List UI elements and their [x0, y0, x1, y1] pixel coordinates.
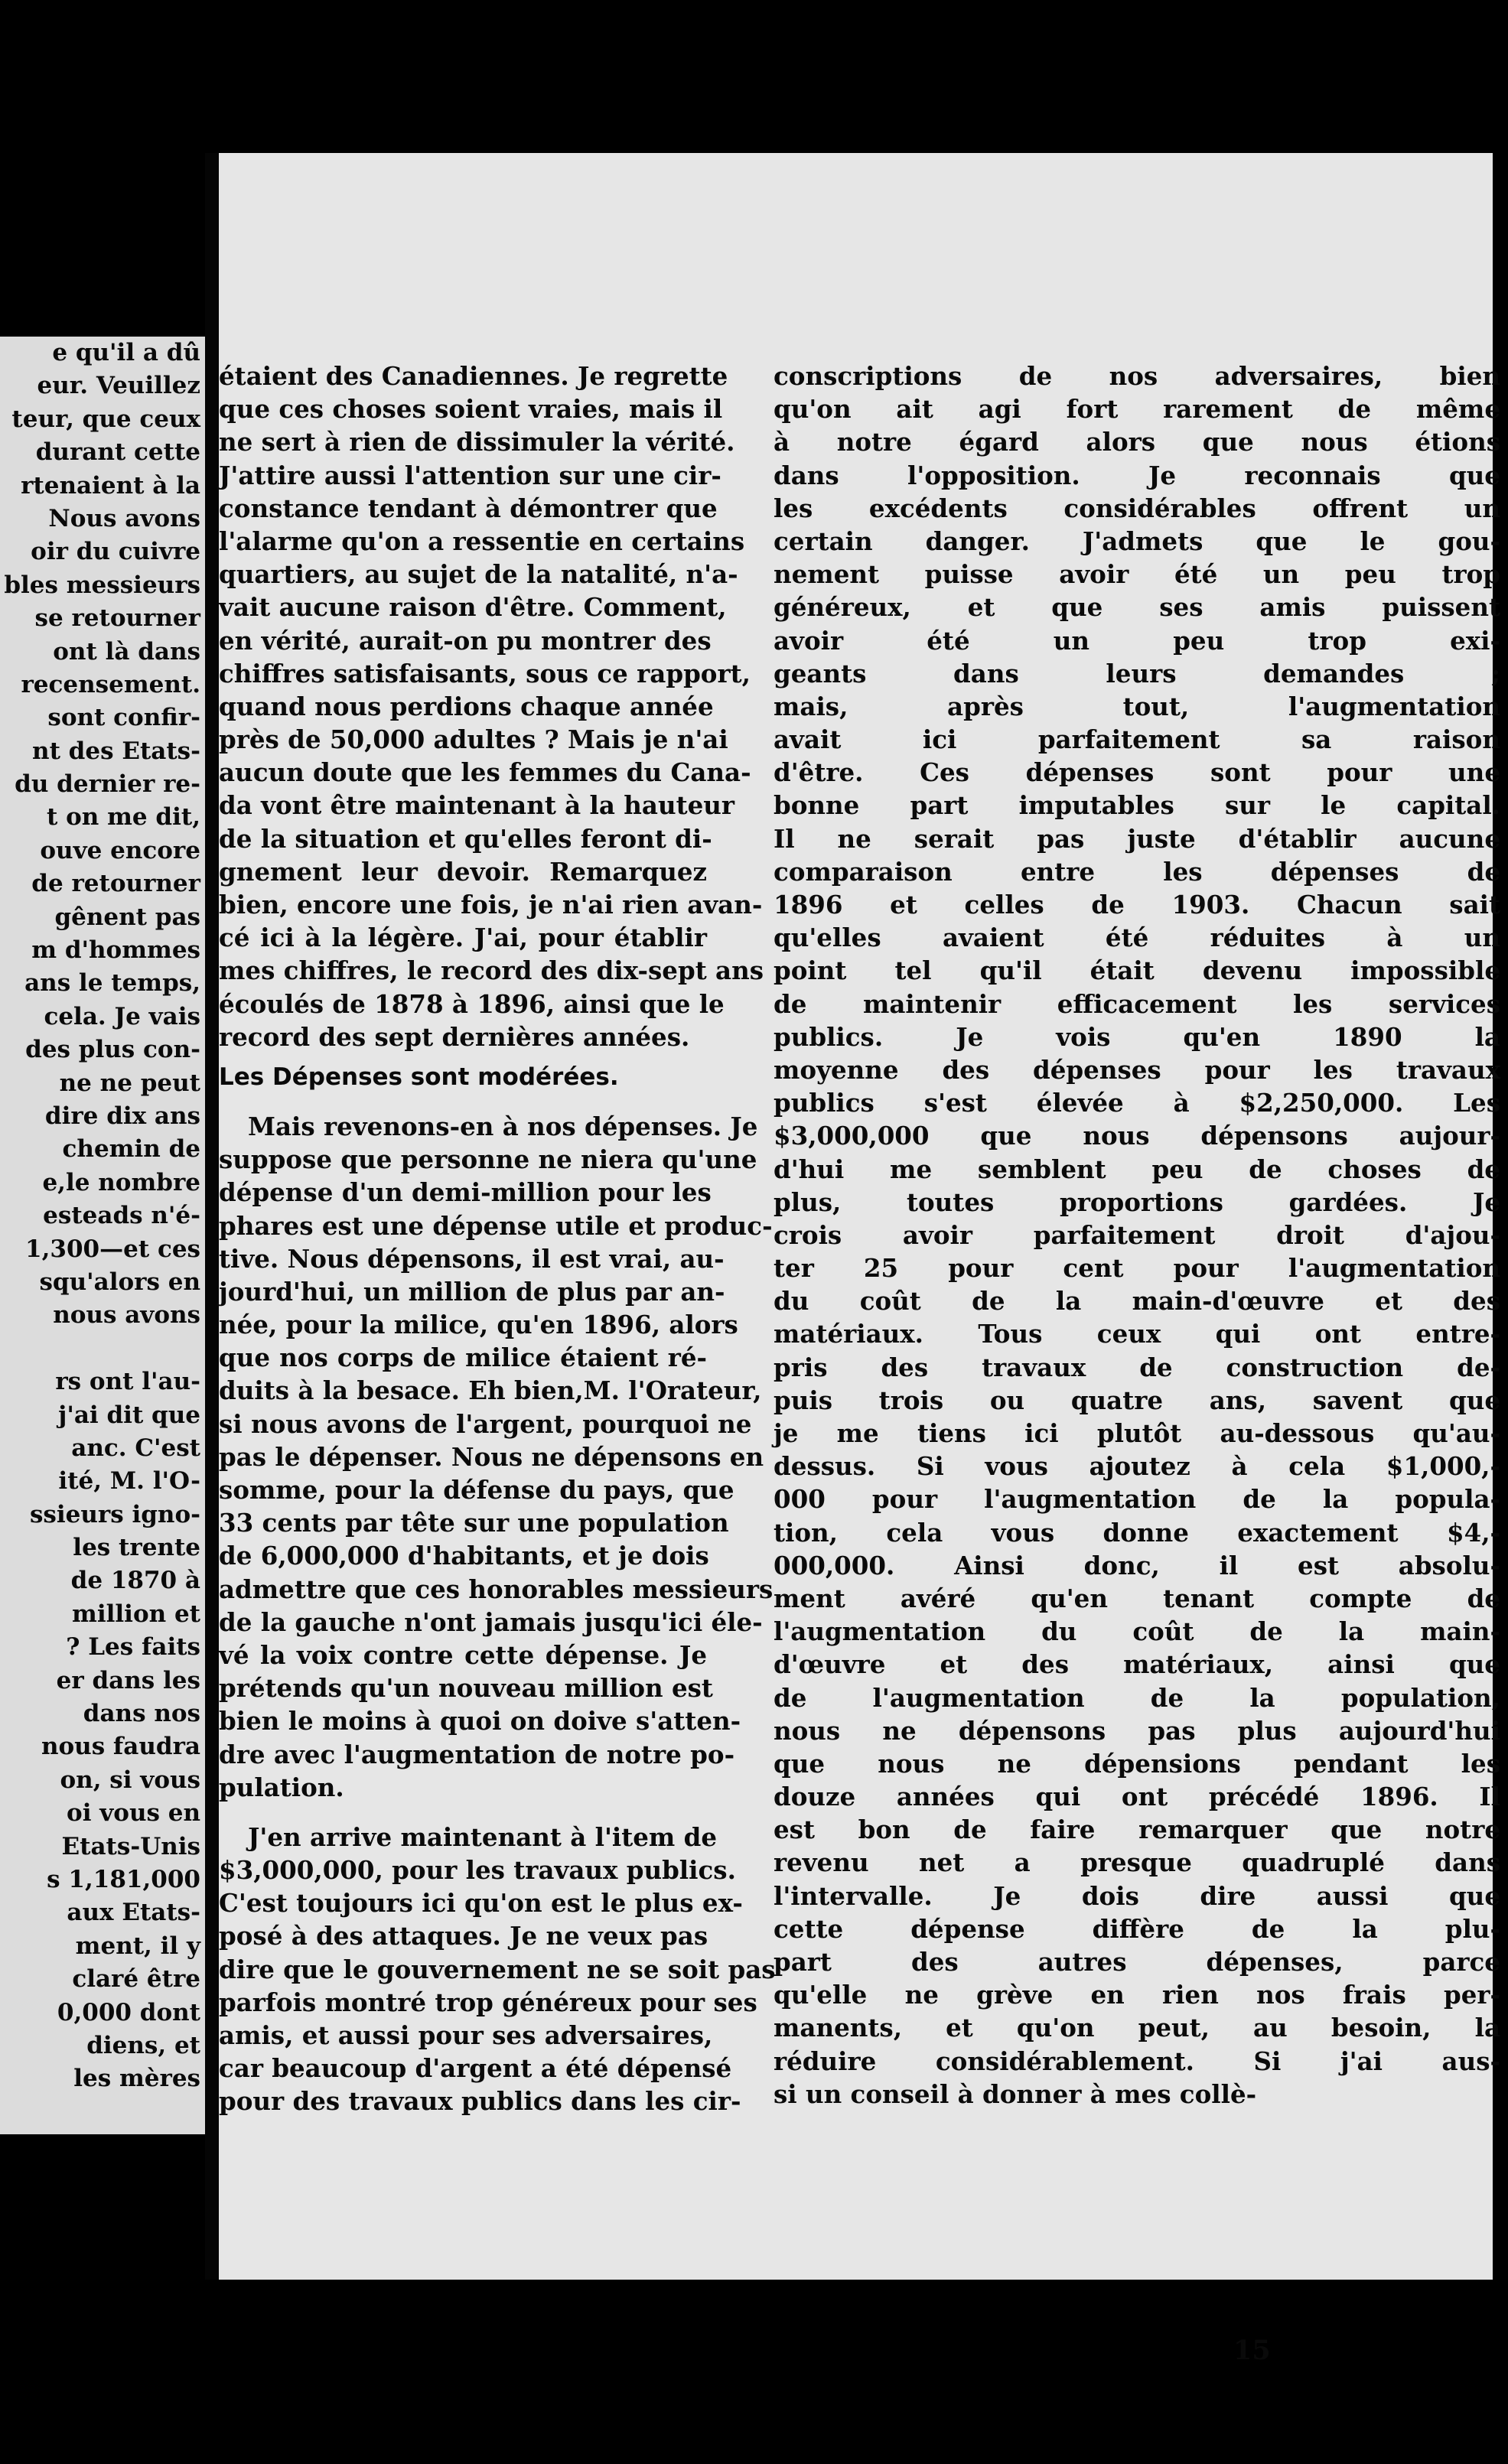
prev-page-line: ans le temps,: [24, 969, 200, 998]
text-line: ne sert à rien de dissimuler la vérité.: [219, 427, 735, 457]
prev-page-line: ? Les faits: [66, 1633, 200, 1662]
prev-page-line: gênent pas: [54, 903, 200, 931]
text-line: Il ne serait pas juste d'établir aucune: [774, 823, 1500, 854]
text-line: pour des travaux publics dans les cir-: [219, 2086, 741, 2117]
prev-page-line: million et: [72, 1600, 200, 1628]
text-line: plus, toutes proportions gardées. Je: [774, 1186, 1500, 1217]
text-line: 1896 et celles de 1903. Chacun sait: [774, 890, 1500, 920]
prev-page-line: e qu'il a dû: [52, 339, 200, 366]
prev-page-line: bles messieurs: [4, 571, 200, 599]
previous-page-fragment: [0, 337, 205, 2134]
text-line: que ces choses soient vraies, mais il: [219, 394, 723, 425]
right-column: [774, 360, 1500, 2111]
text-line: si un conseil à donner à mes collè-: [774, 2078, 1257, 2109]
text-line: généreux, et que ses amis puissent: [774, 592, 1500, 623]
text-line: de l'augmentation de la population,: [774, 1682, 1500, 1713]
text-line: de la gauche n'ont jamais jusqu'ici éle-: [219, 1606, 763, 1637]
prev-page-line: e,le nombre: [42, 1168, 200, 1196]
text-line: avait ici parfaitement sa raison: [774, 724, 1500, 755]
text-line: vait aucune raison d'être. Comment,: [219, 592, 727, 623]
text-line: je me tiens ici plutôt au-dessous qu'au-: [774, 1418, 1500, 1448]
text-line: écoulés de 1878 à 1896, ainsi que le: [219, 988, 725, 1019]
prev-page-line: oir du cuivre: [31, 538, 200, 566]
text-line: tive. Nous dépensons, il est vrai, au-: [219, 1243, 725, 1274]
text-line: publics. Je vois qu'en 1890 la: [774, 1021, 1500, 1052]
paragraph-depenses: [219, 1110, 774, 1804]
prev-page-line: ssieurs igno-: [29, 1500, 200, 1528]
prev-page-line: j'ai dit que: [58, 1401, 200, 1429]
text-line: constance tendant à démontrer que: [219, 493, 718, 523]
text-line: nous ne dépensons pas plus aujourd'hui: [774, 1715, 1500, 1746]
text-line: de 6,000,000 d'habitants, et je dois: [219, 1541, 709, 1571]
text-line: qu'elles avaient été réduites à un: [774, 923, 1500, 953]
prev-page-line: diens, et: [86, 2031, 200, 2059]
text-line: pris des travaux de construction de-: [774, 1352, 1500, 1382]
prev-page-line: teur, que ceux: [11, 405, 200, 433]
text-line: tion, cela vous donne exactement $4,-: [774, 1517, 1500, 1548]
text-line: de maintenir efficacement les services: [774, 988, 1500, 1019]
text-line: dans l'opposition. Je reconnais que: [774, 460, 1500, 490]
text-line: matériaux. Tous ceux qui ont entre-: [774, 1319, 1500, 1349]
text-line: ment avéré qu'en tenant compte de: [774, 1583, 1500, 1613]
prev-page-line: anc. C'est: [71, 1434, 200, 1462]
text-line: duits à la besace. Eh bien,M. l'Orateur,: [219, 1375, 762, 1406]
page-number: 15: [1233, 2335, 1271, 2366]
text-line: record des sept dernières années.: [219, 1021, 690, 1052]
prev-page-line: on, si vous: [60, 1766, 200, 1794]
text-line: près de 50,000 adultes ? Mais je n'ai: [219, 724, 728, 755]
text-line: amis, et aussi pour ses adversaires,: [219, 2020, 713, 2050]
prev-page-line: du dernier re-: [15, 770, 200, 799]
prev-page-line: s 1,181,000: [47, 1865, 200, 1893]
text-line: revenu net a presque quadruplé dans: [774, 1847, 1500, 1878]
prev-page-line: esteads n'é-: [43, 1202, 200, 1230]
prev-page-line: rtenaient à la: [21, 471, 200, 500]
prev-page-line: des plus con-: [25, 1036, 200, 1064]
text-line: certain danger. J'admets que le gou-: [774, 526, 1500, 556]
prev-page-line: 0,000 dont: [57, 1998, 200, 2026]
text-line: parfois montré trop généreux pour ses: [219, 1987, 757, 2017]
text-line: que nous ne dépensions pendant les: [774, 1748, 1500, 1779]
text-line: 33 cents par tête sur une population: [219, 1508, 729, 1538]
text-line: gnement leur devoir. Remarquez: [219, 856, 707, 887]
text-line: à notre égard alors que nous étions: [774, 427, 1500, 457]
text-line: qu'on ait agi fort rarement de même: [774, 394, 1500, 425]
text-line: part des autres dépenses, parce: [774, 1947, 1500, 1977]
text-line: 000,000. Ainsi donc, il est absolu-: [774, 1550, 1500, 1580]
text-line: J'attire aussi l'attention sur une cir-: [219, 460, 721, 490]
text-line: $3,000,000, pour les travaux publics.: [219, 1855, 736, 1886]
text-line: réduire considérablement. Si j'ai aus-: [774, 2046, 1500, 2076]
text-line: bien le moins à quoi on doive s'atten-: [219, 1706, 741, 1737]
text-line: née, pour la milice, qu'en 1896, alors: [219, 1310, 738, 1340]
text-line: si nous avons de l'argent, pourquoi ne: [219, 1408, 752, 1439]
text-line: mais, après tout, l'augmentation: [774, 691, 1500, 721]
text-line: d'œuvre et des matériaux, ainsi que: [774, 1649, 1500, 1680]
text-line: cé ici à la légère. J'ai, pour établir: [219, 923, 707, 953]
text-line: qu'elle ne grève en rien nos frais per-: [774, 1980, 1500, 2010]
text-line: posé à des attaques. Je ne veux pas: [219, 1921, 708, 1951]
prev-page-line: ont là dans: [53, 637, 200, 666]
prev-page-line: claré être: [72, 1965, 200, 1994]
text-line: cette dépense diffère de la plu-: [774, 1913, 1500, 1944]
text-line: dre avec l'augmentation de notre po-: [219, 1739, 735, 1769]
text-line: bonne part imputables sur le capital.: [774, 790, 1500, 821]
text-line: bien, encore une fois, je n'ai rien avan-: [219, 890, 763, 920]
text-line: J'en arrive maintenant à l'item de: [248, 1821, 718, 1852]
page: [219, 153, 1500, 2280]
text-line: puis trois ou quatre ans, savent que: [774, 1385, 1500, 1415]
text-line: étaient des Canadiennes. Je regrette: [219, 361, 728, 391]
text-line: chiffres satisfaisants, sous ce rapport,: [219, 658, 751, 688]
prev-page-line: [0, 1333, 200, 1365]
text-line: manents, et qu'on peut, au besoin, la: [774, 2013, 1500, 2043]
text-line: en vérité, aurait-on pu montrer des: [219, 625, 712, 656]
prev-page-line: aux Etats-: [67, 1899, 200, 1927]
prev-page-line: ouve encore: [40, 836, 200, 864]
text-line: 000 pour l'augmentation de la popula-: [774, 1484, 1500, 1515]
text-line: pulation.: [219, 1772, 344, 1802]
text-line: aucun doute que les femmes du Cana-: [219, 757, 751, 788]
prev-page-line: 1,300—et ces: [25, 1235, 200, 1263]
prev-page-line: eur. Veuillez: [37, 372, 200, 400]
text-line: pas le dépenser. Nous ne dépensons en: [219, 1441, 764, 1472]
prev-page-line: Nous avons: [48, 504, 200, 532]
previous-page-text: [0, 337, 200, 2096]
prev-page-line: ité, M. l'O-: [58, 1467, 200, 1496]
text-line: jourd'hui, un million de plus par an-: [219, 1276, 725, 1307]
text-line: nement puisse avoir été un peu trop: [774, 559, 1500, 590]
text-line: que nos corps de milice étaient ré-: [219, 1343, 707, 1373]
text-line: point tel qu'il était devenu impossible: [774, 955, 1500, 986]
text-line: C'est toujours ici qu'on est le plus ex-: [219, 1888, 743, 1919]
text-line: dire que le gouvernement ne se soit pas: [219, 1954, 776, 1984]
text-line: da vont être maintenant à la hauteur: [219, 790, 735, 821]
text-line: car beaucoup d'argent a été dépensé: [219, 2053, 732, 2084]
text-line: l'augmentation du coût de la main-: [774, 1616, 1500, 1647]
text-line: d'être. Ces dépenses sont pour une: [774, 757, 1500, 788]
text-line: dépense d'un demi-million pour les: [219, 1177, 712, 1208]
prev-page-line: ne ne peut: [59, 1069, 200, 1097]
prev-page-line: sont confir-: [47, 704, 200, 732]
text-line: Mais revenons-en à nos dépenses. Je: [248, 1111, 758, 1141]
prev-page-line: durant cette: [35, 438, 200, 467]
prev-page-line: oi vous en: [67, 1799, 200, 1828]
text-line: quand nous perdions chaque année: [219, 691, 714, 721]
text-line: les excédents considérables offrent un: [774, 493, 1500, 523]
prev-page-line: de retourner: [31, 870, 200, 898]
prev-page-line: nous faudra: [41, 1733, 200, 1761]
paragraph-travaux-publics: [219, 1821, 776, 2118]
text-line: douze années qui ont précédé 1896. Il: [774, 1782, 1500, 1812]
prev-page-line: nt des Etats-: [32, 737, 200, 765]
text-line: l'intervalle. Je dois dire aussi que: [774, 1880, 1500, 1911]
prev-page-line: de 1870 à: [70, 1567, 200, 1595]
text-line: moyenne des dépenses pour les travaux: [774, 1054, 1500, 1085]
text-line: de la situation et qu'elles feront di-: [219, 823, 712, 854]
text-line: somme, pour la défense du pays, que: [219, 1475, 734, 1505]
prev-page-line: chemin de: [62, 1135, 200, 1164]
prev-page-line: t on me dit,: [46, 803, 200, 832]
text-line: $3,000,000 que nous dépensons aujour-: [774, 1121, 1500, 1151]
text-line: conscriptions de nos adversaires, bien: [774, 361, 1500, 391]
prev-page-line: se retourner: [34, 604, 200, 633]
prev-page-line: recensement.: [21, 670, 200, 698]
prev-page-line: nous avons: [53, 1301, 200, 1330]
prev-page-line: ment, il y: [75, 1932, 200, 1960]
prev-page-line: squ'alors en: [39, 1268, 200, 1296]
prev-page-line: Etats-Unis: [61, 1832, 200, 1860]
prev-page-line: les trente: [73, 1534, 200, 1562]
text-line: avoir été un peu trop exi-: [774, 625, 1500, 656]
text-line: admettre que ces honorables messieurs: [219, 1574, 774, 1604]
text-line: prétends qu'un nouveau million est: [219, 1673, 713, 1704]
prev-page-line: er dans les: [56, 1666, 200, 1694]
text-line: crois avoir parfaitement droit d'ajou-: [774, 1219, 1500, 1250]
text-line: ter 25 pour cent pour l'augmentation: [774, 1253, 1500, 1284]
text-line: comparaison entre les dépenses de: [774, 856, 1500, 887]
prev-page-line: les mères: [73, 2065, 200, 2093]
text-line: quartiers, au sujet de la natalité, n'a-: [219, 559, 738, 590]
text-line: geants dans leurs demandes ;: [774, 658, 1500, 688]
text-line: d'hui me semblent peu de choses de: [774, 1154, 1500, 1184]
prev-page-line: rs ont l'au-: [55, 1368, 200, 1396]
text-line: vé la voix contre cette dépense. Je: [219, 1639, 707, 1670]
text-line: l'alarme qu'on a ressentie en certains: [219, 526, 745, 556]
paragraph-continuation: [774, 360, 1500, 2111]
text-line: mes chiffres, le record des dix-sept ans: [219, 955, 764, 986]
text-line: est bon de faire remarquer que notre: [774, 1815, 1500, 1845]
text-line: dessus. Si vous ajoutez à cela $1,000,-: [774, 1451, 1500, 1482]
text-line: phares est une dépense utile et produc-: [219, 1210, 773, 1241]
text-line: publics s'est élevée à $2,250,000. Les: [774, 1088, 1500, 1118]
text-line: suppose que personne ne niera qu'une: [219, 1144, 757, 1175]
prev-page-line: cela. Je vais: [44, 1002, 200, 1030]
prev-page-line: m d'hommes: [31, 936, 200, 965]
section-heading: Les Dépenses sont modérées.: [219, 1063, 619, 1091]
left-column: [219, 360, 776, 2118]
text-line: du coût de la main-d'œuvre et des: [774, 1286, 1500, 1317]
paragraph-natalite: [219, 360, 764, 1053]
prev-page-line: dans nos: [83, 1700, 200, 1728]
prev-page-line: dire dix ans: [44, 1102, 200, 1130]
